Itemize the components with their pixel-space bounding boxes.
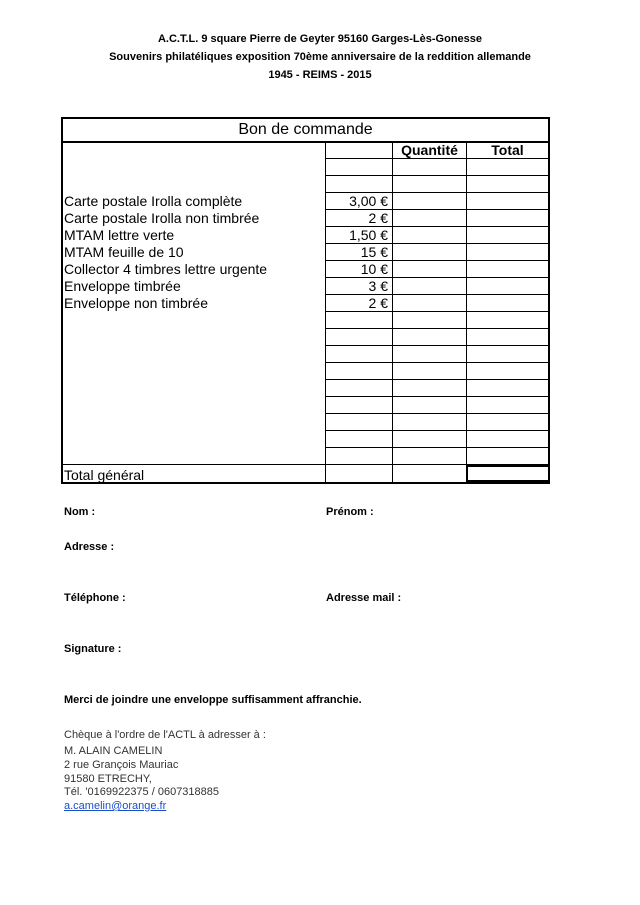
envelope-note: Merci de joindre une enveloppe suffisamment affranchie. <box>64 694 362 706</box>
email-field-label: Adresse mail : <box>326 592 402 604</box>
payment-email-link[interactable]: a.camelin@orange.fr <box>64 800 167 812</box>
payment-intro: Chèque à l'ordre de l'ACTL à adresser à : <box>64 729 266 741</box>
order-form-table <box>61 117 550 484</box>
grand-total-value[interactable] <box>466 465 550 482</box>
payment-phone: Tél. '0169922375 / 0607318885 <box>64 786 220 798</box>
item-label: Enveloppe non timbrée <box>64 295 208 311</box>
order-form-title: Bon de commande <box>63 119 548 143</box>
grid-line <box>325 379 548 380</box>
item-price: 2 € <box>368 210 388 226</box>
total-column-header: Total <box>491 142 524 158</box>
item-price: 3,00 € <box>349 193 388 209</box>
item-price: 3 € <box>368 278 388 294</box>
payment-city: 91580 ETRECHY, <box>64 773 152 785</box>
item-price: 1,50 € <box>349 227 388 243</box>
item-label: Carte postale Irolla non timbrée <box>64 210 260 226</box>
quantity-column-header: Quantité <box>401 142 458 158</box>
grid-line <box>325 447 548 448</box>
grid-line <box>325 345 548 346</box>
grid-line <box>325 430 548 431</box>
item-price: 10 € <box>360 261 388 277</box>
item-price: 15 € <box>360 244 388 260</box>
grid-line <box>325 328 548 329</box>
nom-field-label: Nom : <box>64 506 96 518</box>
grand-total-label: Total général <box>64 467 145 483</box>
item-label: Enveloppe timbrée <box>64 278 181 294</box>
adresse-field-label: Adresse : <box>64 541 115 553</box>
grid-line <box>325 158 548 159</box>
grid-line <box>325 396 548 397</box>
item-label: Collector 4 timbres lettre urgente <box>64 261 268 277</box>
header-address: A.C.T.L. 9 square Pierre de Geyter 95160 Garges-Lès-Gonesse <box>157 33 483 45</box>
signature-field-label: Signature : <box>64 643 122 655</box>
item-label: MTAM feuille de 10 <box>64 244 184 260</box>
header-subtitle: Souvenirs philatéliques exposition 70ème anniversaire de la reddition allemande <box>109 51 531 63</box>
grid-line <box>63 464 325 465</box>
item-label: MTAM lettre verte <box>64 227 175 243</box>
column-divider <box>466 142 467 482</box>
payment-name: M. ALAIN CAMELIN <box>64 745 163 757</box>
grid-line <box>325 175 548 176</box>
grid-line <box>325 362 548 363</box>
grid-line <box>325 413 548 414</box>
column-divider <box>392 142 393 482</box>
item-price: 2 € <box>368 295 388 311</box>
grid-line <box>325 311 548 312</box>
header-dates: 1945 - REIMS - 2015 <box>268 69 372 81</box>
prenom-field-label: Prénom : <box>326 506 374 518</box>
telephone-field-label: Téléphone : <box>64 592 126 604</box>
payment-street: 2 rue Grançois Mauriac <box>64 759 179 771</box>
item-label: Carte postale Irolla complète <box>64 193 243 209</box>
